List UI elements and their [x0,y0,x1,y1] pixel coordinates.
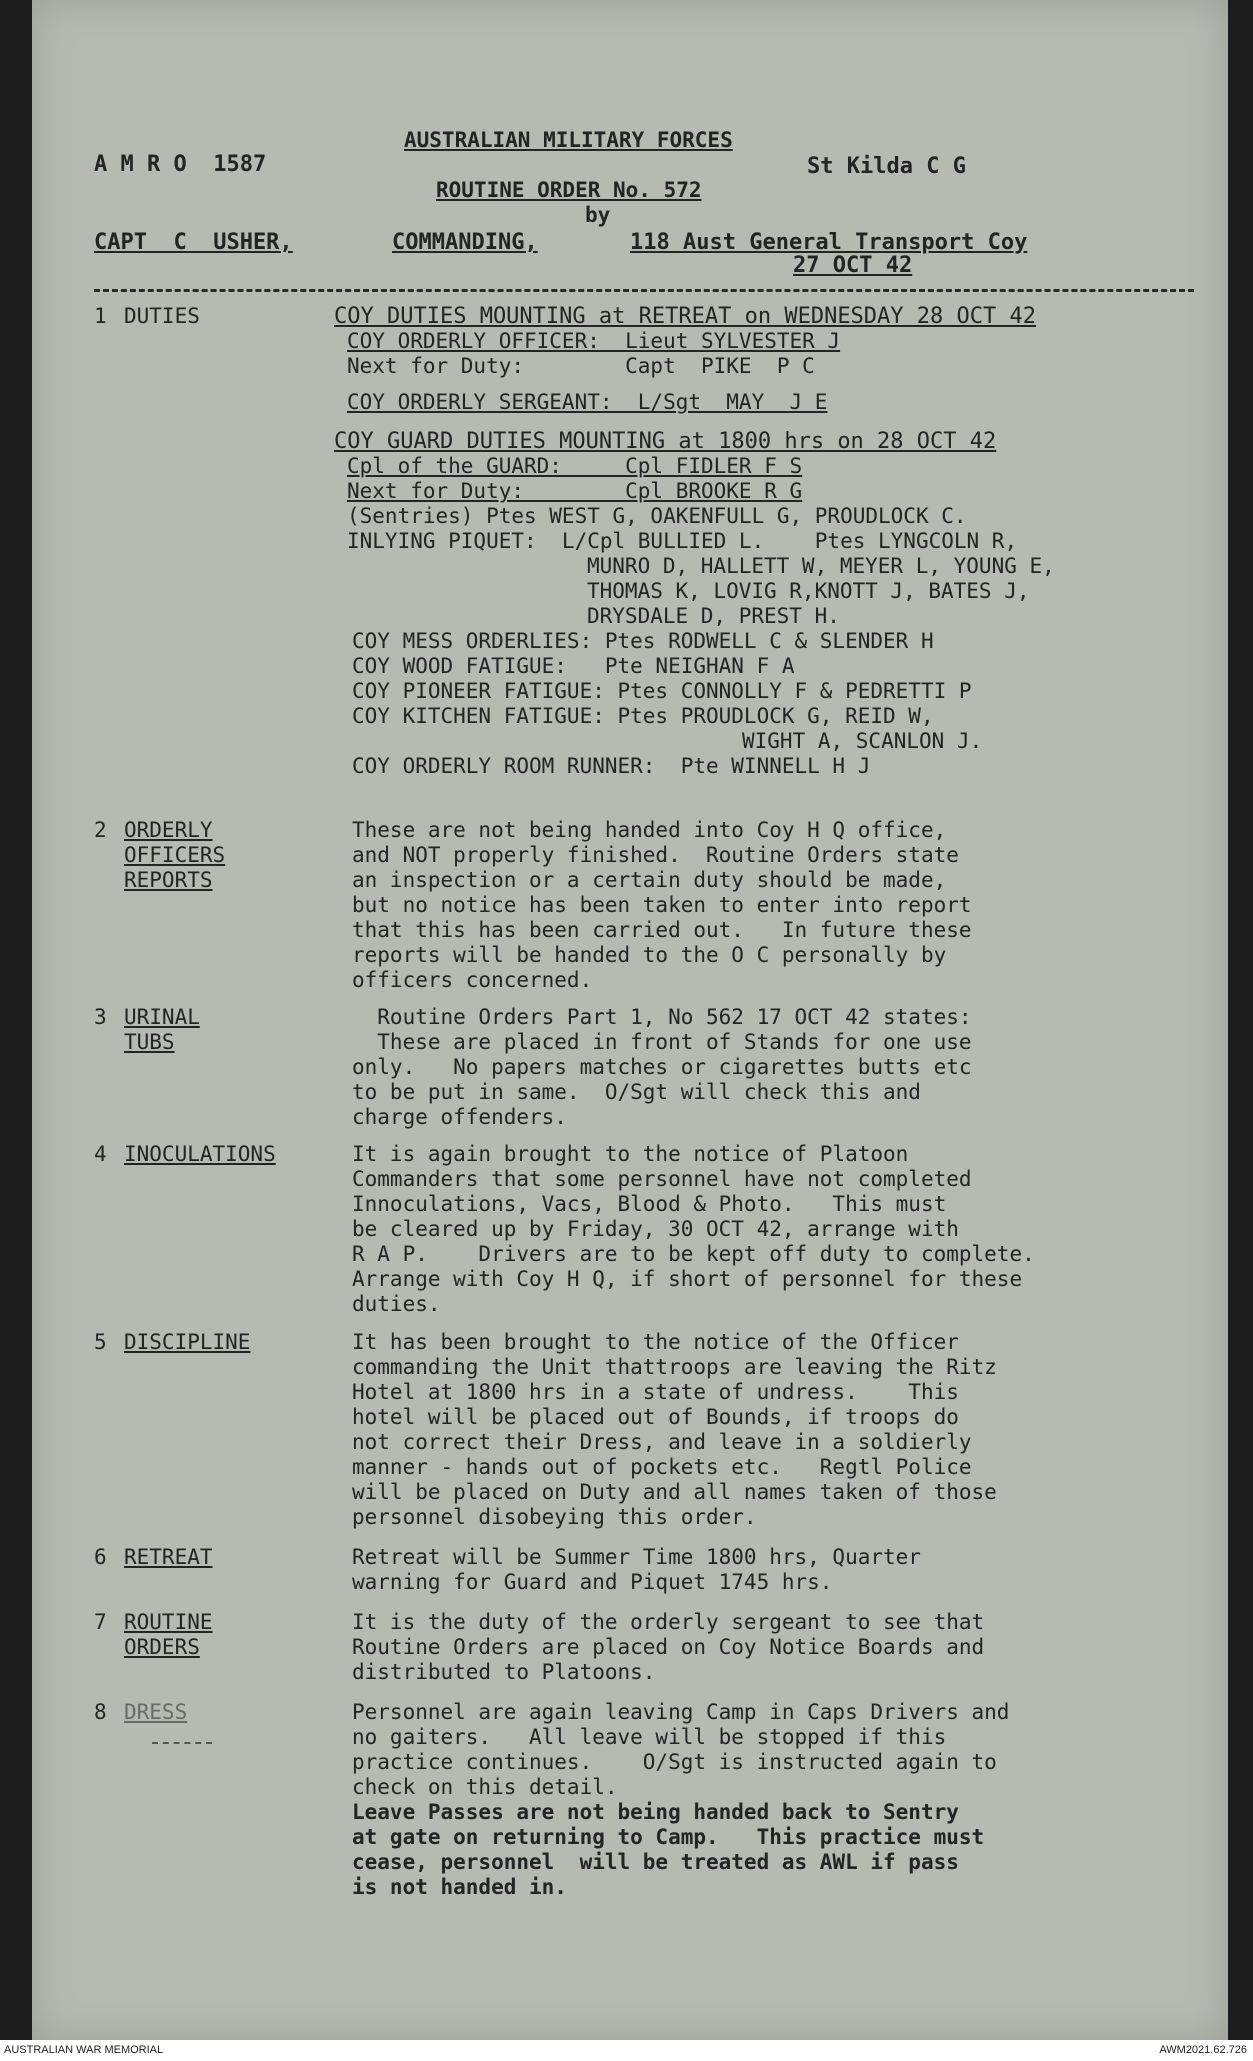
section-body-line: duties. [352,1292,441,1316]
document-title: AUSTRALIAN MILITARY FORCES [404,128,733,152]
section-body-line: charge offenders. [352,1105,567,1129]
duty-line: Cpl of the GUARD: Cpl FIDLER F S [347,454,803,478]
section-body-line: Leave Passes are not being handed back to Sentry [352,1800,959,1824]
section-number: 3 [94,1005,107,1029]
section-body-line: It is the duty of the orderly sergeant to see that [352,1610,985,1634]
section-body-line: check on this detail. [352,1775,618,1799]
section-body-line: commanding the Unit thattroops are leaving the Ritz [352,1355,997,1379]
section-body-line: not correct their Dress, and leave in a soldierly [352,1430,972,1454]
section-number: 1 [94,304,107,328]
order-date: 27 OCT 42 [793,253,913,278]
commanding-label: COMMANDING, [392,230,538,255]
duty-line: COY ORDERLY SERGEANT: L/Sgt MAY J E [347,390,828,414]
section-heading: TUBS [124,1030,175,1054]
section-body-line: hotel will be placed out of Bounds, if troops do [352,1405,959,1429]
archive-footer [0,2040,1253,2061]
section-body-line: an inspection or a certain duty should be made, [352,868,947,892]
header-rule [94,289,1194,292]
section-body-line: will be placed on Duty and all names taken of those [352,1480,997,1504]
section-heading: REPORTS [124,868,213,892]
section-body-line: officers concerned. [352,968,593,992]
by-label: by [585,203,611,227]
order-reference: A M R O 1587 [94,152,267,177]
section-number: 2 [94,818,107,842]
duty-line: COY KITCHEN FATIGUE: Ptes PROUDLOCK G, REID W, [352,704,934,728]
section-body-line: It is again brought to the notice of Platoon [352,1142,909,1166]
section-number: 5 [94,1330,107,1354]
section-body-line: cease, personnel will be treated as AWL if pass [352,1850,959,1874]
section-body-line: only. No papers matches or cigarettes butts etc [352,1055,972,1079]
section-body-line: Hotel at 1800 hrs in a state of undress. This [352,1380,959,1404]
section-body-line: These are placed in front of Stands for one use [352,1030,972,1054]
unit-name: 118 Aust General Transport Coy [630,230,1028,255]
duty-line: COY ORDERLY ROOM RUNNER: Pte WINNELL H J [352,754,871,778]
section-body-line: Innoculations, Vacs, Blood & Photo. This must [352,1192,947,1216]
duty-line: Next for Duty: Capt PIKE P C [347,354,815,378]
section-body-line: no gaiters. All leave will be stopped if this [352,1725,947,1749]
section-body-line: R A P. Drivers are to be kept off duty to complete. [352,1242,1035,1266]
duty-line: COY MESS ORDERLIES: Ptes RODWELL C & SLENDER H [352,629,934,653]
section-heading-duties: DUTIES [124,304,200,328]
section-body-line: is not handed in. [352,1875,567,1899]
footer-accession-number: AWM2021.62.726 [1159,2044,1247,2056]
location: St Kilda C G [807,154,966,179]
document-page [32,0,1228,2040]
section-body-line: Commanders that some personnel have not completed [352,1167,972,1191]
section-number: 7 [94,1610,107,1634]
section-body-line: manner - hands out of pockets etc. Regtl Police [352,1455,972,1479]
section-body-line: be cleared up by Friday, 30 OCT 42, arrange with [352,1217,959,1241]
section-number: 4 [94,1142,107,1166]
section-heading: INOCULATIONS [124,1142,276,1166]
duty-line: COY DUTIES MOUNTING at RETREAT on WEDNESDAY 28 OCT 42 [334,304,1036,329]
footer-institution: AUSTRALIAN WAR MEMORIAL [4,2044,164,2056]
section-body-line: personnel disobeying this order. [352,1505,757,1529]
commanding-officer: CAPT C USHER, [94,230,293,255]
section-body-line: Arrange with Coy H Q, if short of personnel for these [352,1267,1023,1291]
duty-line: INLYING PIQUET: L/Cpl BULLIED L. Ptes LYNGCOLN R, [347,529,1018,553]
section-heading: DISCIPLINE [124,1330,251,1354]
section-body-line: It has been brought to the notice of the Officer [352,1330,959,1354]
section-body-line: at gate on returning to Camp. This practice must [352,1825,985,1849]
section-heading: ORDERLY [124,818,213,842]
routine-order-number: ROUTINE ORDER No. 572 [436,178,702,202]
section-body-line: practice continues. O/Sgt is instructed again to [352,1750,997,1774]
section-body-line: These are not being handed into Coy H Q office, [352,818,947,842]
section-body-line: that this has been carried out. In future these [352,918,972,942]
section-number: 6 [94,1545,107,1569]
duty-line: COY GUARD DUTIES MOUNTING at 1800 hrs on 28 OCT 42 [334,429,997,454]
section-heading: ORDERS [124,1635,200,1659]
section-body-line: warning for Guard and Piquet 1745 hrs. [352,1570,833,1594]
section-body-line: to be put in same. O/Sgt will check this and [352,1080,921,1104]
section-body-line: Retreat will be Summer Time 1800 hrs, Quarter [352,1545,921,1569]
section-body-line: Personnel are again leaving Camp in Caps Drivers and [352,1700,1010,1724]
duty-line: Next for Duty: Cpl BROOKE R G [347,479,803,503]
section-heading: ROUTINE [124,1610,213,1634]
section-body-line: distributed to Platoons. [352,1660,656,1684]
duty-line: COY PIONEER FATIGUE: Ptes CONNOLLY F & PEDRETTI P [352,679,972,703]
section-heading: URINAL [124,1005,200,1029]
duty-line: (Sentries) Ptes WEST G, OAKENFULL G, PROUDLOCK C. [347,504,967,528]
duty-line: COY WOOD FATIGUE: Pte NEIGHAN F A [352,654,795,678]
duty-line: COY ORDERLY OFFICER: Lieut SYLVESTER J [347,329,841,353]
duty-line: MUNRO D, HALLETT W, MEYER L, YOUNG E, [587,554,1055,578]
section-body-line: but no notice has been taken to enter into report [352,893,972,917]
section-heading: OFFICERS [124,843,226,867]
duty-line: THOMAS K, LOVIG R,KNOTT J, BATES J, [587,579,1030,603]
section-body-line: reports will be handed to the O C personally by [352,943,947,967]
duty-line: WIGHT A, SCANLON J. [742,729,983,753]
section-body-line: Routine Orders are placed on Coy Notice Boards and [352,1635,985,1659]
section-body-line: and NOT properly finished. Routine Orders state [352,843,959,867]
section-heading: DRESS [124,1700,188,1724]
section-heading: RETREAT [124,1545,213,1569]
section-body-line: Routine Orders Part 1, No 562 17 OCT 42 states: [352,1005,972,1029]
duty-line: DRYSDALE D, PREST H. [587,604,840,628]
heading-dash [152,1742,212,1744]
section-number: 8 [94,1700,107,1724]
